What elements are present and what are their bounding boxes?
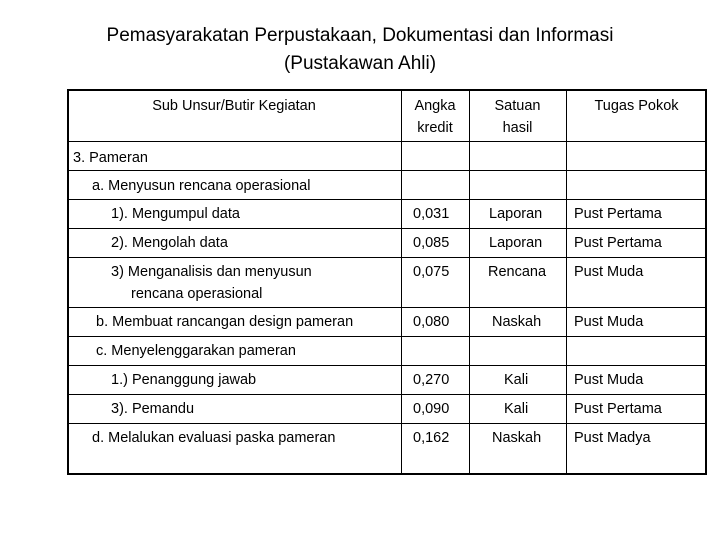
row-activity: 3). Pemandu xyxy=(111,401,195,417)
row-kredit: 0,085 xyxy=(413,235,450,251)
row-divider xyxy=(69,199,705,200)
row-kredit: 0,031 xyxy=(413,206,450,222)
row-kredit: 0,270 xyxy=(413,372,450,388)
header-satuan-line1: Satuan xyxy=(494,98,541,114)
row-divider xyxy=(69,228,705,229)
row-satuan: Rencana xyxy=(488,264,547,280)
row-activity: d. Melalukan evaluasi paska pameran xyxy=(92,430,336,446)
column-divider xyxy=(566,91,567,473)
row-activity: a. Menyusun rencana operasional xyxy=(92,178,311,194)
column-divider xyxy=(401,91,402,473)
row-activity: b. Membuat rancangan design pameran xyxy=(96,314,354,330)
row-satuan: Naskah xyxy=(492,430,542,446)
row-activity: 1.) Penanggung jawab xyxy=(111,372,257,388)
row-satuan: Laporan xyxy=(489,206,543,222)
row-activity: 3. Pameran xyxy=(73,150,148,166)
row-divider xyxy=(69,307,705,308)
row-divider xyxy=(69,336,705,337)
column-divider xyxy=(469,91,470,473)
row-divider xyxy=(69,394,705,395)
row-activity: 1). Mengumpul data xyxy=(111,206,240,222)
header-tugas: Tugas Pokok xyxy=(594,98,679,114)
row-tugas: Pust Pertama xyxy=(574,206,662,222)
row-tugas: Pust Madya xyxy=(574,430,651,446)
row-tugas: Pust Muda xyxy=(574,314,644,330)
title-line-1: Pemasyarakatan Perpustakaan, Dokumentasi dan Informasi xyxy=(106,25,614,46)
row-activity-continued: rencana operasional xyxy=(131,286,263,302)
row-activity: 3) Menganalisis dan menyusun xyxy=(111,264,312,280)
row-kredit: 0,162 xyxy=(413,430,450,446)
row-divider xyxy=(69,365,705,366)
header-satuan-line2: hasil xyxy=(502,120,533,136)
header-divider xyxy=(69,141,705,142)
row-divider xyxy=(69,170,705,171)
header-kredit-line1: Angka xyxy=(414,98,456,114)
title-line-2: (Pustakawan Ahli) xyxy=(283,53,437,74)
row-divider xyxy=(69,423,705,424)
row-tugas: Pust Muda xyxy=(574,372,644,388)
row-satuan: Kali xyxy=(504,372,529,388)
row-kredit: 0,090 xyxy=(413,401,450,417)
header-activity: Sub Unsur/Butir Kegiatan xyxy=(152,98,316,114)
row-satuan: Laporan xyxy=(489,235,543,251)
row-satuan: Naskah xyxy=(492,314,542,330)
header-satuan xyxy=(469,95,566,139)
row-tugas: Pust Muda xyxy=(574,264,644,280)
row-activity: 2). Mengolah data xyxy=(111,235,228,251)
header-kredit-line2: kredit xyxy=(417,120,453,136)
row-tugas: Pust Pertama xyxy=(574,235,662,251)
header-kredit xyxy=(401,95,469,139)
row-tugas: Pust Pertama xyxy=(574,401,662,417)
row-kredit: 0,075 xyxy=(413,264,450,280)
row-divider xyxy=(69,257,705,258)
row-activity: c. Menyelenggarakan pameran xyxy=(96,343,296,359)
activity-table xyxy=(67,89,707,475)
page-title xyxy=(0,22,720,78)
row-kredit: 0,080 xyxy=(413,314,450,330)
row-satuan: Kali xyxy=(504,401,529,417)
